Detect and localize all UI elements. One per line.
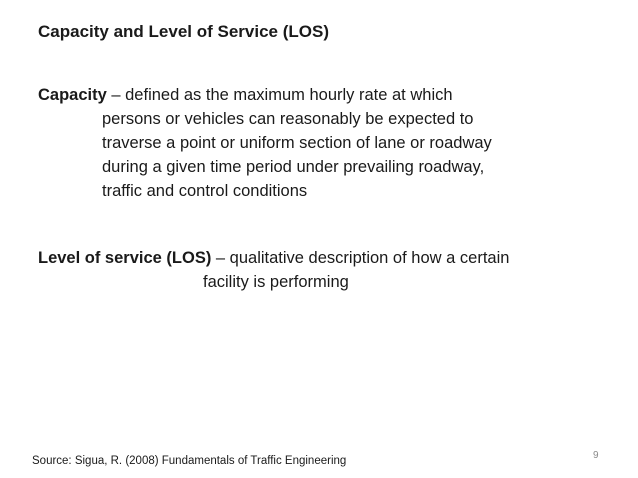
capacity-line-5: traffic and control conditions	[102, 182, 308, 200]
los-term: Level of service (LOS)	[38, 249, 212, 267]
los-text-1: – qualitative description of how a certain	[211, 249, 510, 267]
slide-title: Capacity and Level of Service (LOS)	[38, 22, 329, 41]
los-line-1	[38, 246, 618, 270]
los-definition	[38, 246, 618, 294]
capacity-line-2: persons or vehicles can reasonably be expected to	[102, 110, 474, 128]
source-citation: Source: Sigua, R. (2008) Fundamentals of Traffic Engineering	[32, 455, 347, 467]
page-number: 9	[593, 450, 599, 461]
capacity-line-3: traverse a point or uniform section of lane or roadway	[102, 134, 492, 152]
capacity-definition	[38, 83, 618, 203]
los-line-2: facility is performing	[203, 273, 349, 291]
capacity-text-1: – defined as the maximum hourly rate at which	[106, 86, 453, 104]
capacity-term: Capacity	[38, 86, 107, 104]
capacity-line-4: during a given time period under prevailing roadway,	[102, 158, 485, 176]
capacity-line-1	[38, 83, 618, 107]
